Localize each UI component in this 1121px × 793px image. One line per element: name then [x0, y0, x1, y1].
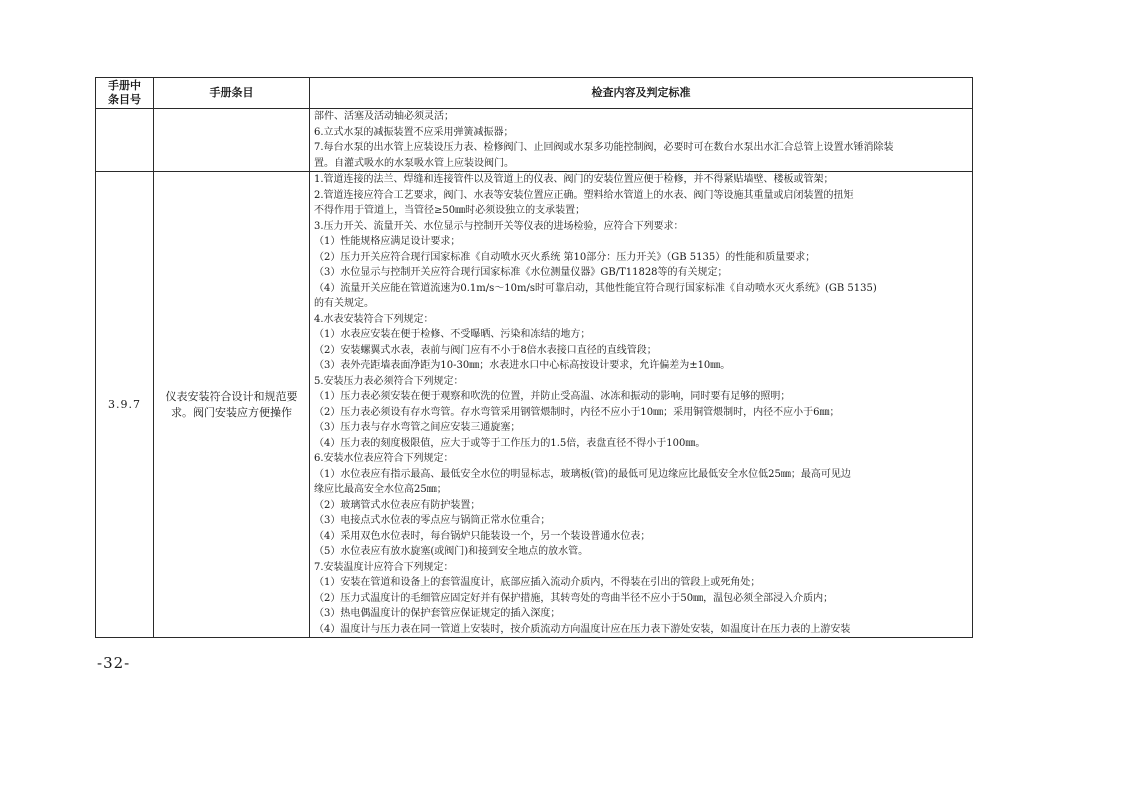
criteria-line: 部件、活塞及活动轴必须灵活；	[314, 111, 454, 122]
criteria-line: （4）温度计与压力表在同一管道上安装时，按介质流动方向温度计应在压力表下游处安装，如温度计在压力表的上游安装	[314, 623, 851, 635]
criteria-line: （4）流量开关应能在管道流速为0.1m/s～10m/s时可靠启动，其他性能宜符合现行国家标准《自动喷水灭火系统》(GB 5135)	[314, 282, 877, 294]
criteria-line: 7.安装温度计应符合下列规定：	[314, 561, 454, 573]
criteria-line: （1）压力表必须安装在便于观察和吹洗的位置，并防止受高温、冰冻和振动的影响，同时要有足够的照明；	[314, 391, 791, 402]
criteria-line: （2）玻璃管式水位表应有防护装置；	[314, 499, 481, 511]
criteria-line: （4）压力表的刻度极限值，应大于或等于工作压力的1.5倍，表盘直径不得小于100㎜。	[314, 437, 706, 449]
criteria-line: 6.立式水泵的减振装置不应采用弹簧减振器；	[314, 126, 514, 138]
criteria-line: （2）压力表必须设有存水弯管。存水弯管采用钢管煨制时，内径不应小于10㎜；采用铜管煨制时，内径不应小于6㎜；	[314, 406, 840, 418]
criteria-line: 缘应比最高安全水位高25㎜；	[314, 484, 447, 495]
criteria-line: （3）热电偶温度计的保护套管应保证规定的插入深度；	[314, 608, 561, 619]
criteria-line: （3）水位显示与控制开关应符合现行国家标准《水位测量仪器》GB/T11828等的有关规定；	[314, 267, 728, 278]
criteria-line: （3）压力表与存水弯管之间应安装三通旋塞；	[314, 422, 521, 433]
criteria-line: （5）水位表应有放水旋塞(或阀门)和接到安全地点的放水管。	[314, 546, 589, 557]
criteria-line: （3）表外壳距墙表面净距为10-30㎜；水表进水口中心标高按设计要求，允许偏差为±10㎜。	[314, 360, 731, 371]
header-item-number: 手册中条目号	[96, 78, 154, 109]
item-number-cell: 3.9.7	[96, 172, 154, 638]
criteria-line: （2）安装螺翼式水表，表前与阀门应有不小于8倍水表接口直径的直线管段；	[314, 344, 657, 356]
criteria-line: 7.每台水泵的出水管上应装设压力表、检修阀门、止回阀或水泵多功能控制阀，必要时可在数台水泵出水汇合总管上设置水锤消除装	[314, 142, 894, 153]
header-manual-item: 手册条目	[154, 78, 310, 109]
criteria-cell	[310, 172, 973, 638]
criteria-line: （1）水位表应有指示最高、最低安全水位的明显标志，玻璃板(管)的最低可见边缘应比最低安全水位低25㎜；最高可见边	[314, 468, 851, 480]
page-number: -32-	[97, 654, 131, 672]
header-inspection-criteria: 检查内容及判定标准	[310, 78, 973, 109]
manual-item-cell	[154, 109, 310, 172]
table-header-row	[96, 78, 973, 109]
criteria-line: 4.水表安装符合下列规定：	[314, 313, 434, 325]
criteria-line: 5.安装压力表必须符合下列规定：	[314, 375, 464, 387]
criteria-line: 1.管道连接的法兰、焊缝和连接管件以及管道上的仪表、阀门的安装位置应便于检修，并不得紧贴墙壁、楼板或管架；	[314, 174, 834, 185]
criteria-line: （1）性能规格应满足设计要求；	[314, 236, 461, 247]
inspection-table	[95, 77, 973, 638]
criteria-line: 置。自灌式吸水的水泵吸水管上应装设阀门。	[314, 157, 514, 169]
table-row	[96, 109, 973, 172]
criteria-cell	[310, 109, 973, 172]
criteria-line: （4）采用双色水位表时，每台锅炉只能装设一个，另一个装设普通水位表；	[314, 530, 651, 542]
criteria-line: （1）安装在管道和设备上的套管温度计，底部应插入流动介质内，不得装在引出的管段上或死角处；	[314, 577, 761, 588]
criteria-line: （2）压力式温度计的毛细管应固定好并有保护措施，其转弯处的弯曲半径不应小于50㎜，温包必须全部浸入介质内；	[314, 592, 834, 604]
item-number-cell	[96, 109, 154, 172]
criteria-line: 的有关规定。	[314, 298, 374, 309]
criteria-line: 3.压力开关、流量开关、水位显示与控制开关等仪表的进场检验，应符合下列要求：	[314, 220, 684, 232]
criteria-line: 不得作用于管道上，当管径≥50㎜时必须设独立的支承装置；	[314, 205, 586, 216]
criteria-line: （3）电接点式水位表的零点应与锅筒正常水位重合；	[314, 515, 551, 526]
criteria-line: 6.安装水位表应符合下列规定：	[314, 453, 454, 464]
table-row	[96, 172, 973, 638]
manual-item-cell: 仪表安装符合设计和规范要求。阀门安装应方便操作	[154, 172, 310, 638]
criteria-line: （1）水表应安装在便于检修、不受曝晒、污染和冻结的地方；	[314, 329, 591, 340]
criteria-line: （2）压力开关应符合现行国家标准《自动喷水灭火系统 第10部分：压力开关》（GB 5135）的性能和质量要求；	[314, 251, 816, 263]
criteria-line: 2.管道连接应符合工艺要求，阀门、水表等安装位置应正确。塑料给水管道上的水表、阀门等设施其重量或启闭装置的扭矩	[314, 189, 854, 201]
table-body	[96, 109, 973, 638]
